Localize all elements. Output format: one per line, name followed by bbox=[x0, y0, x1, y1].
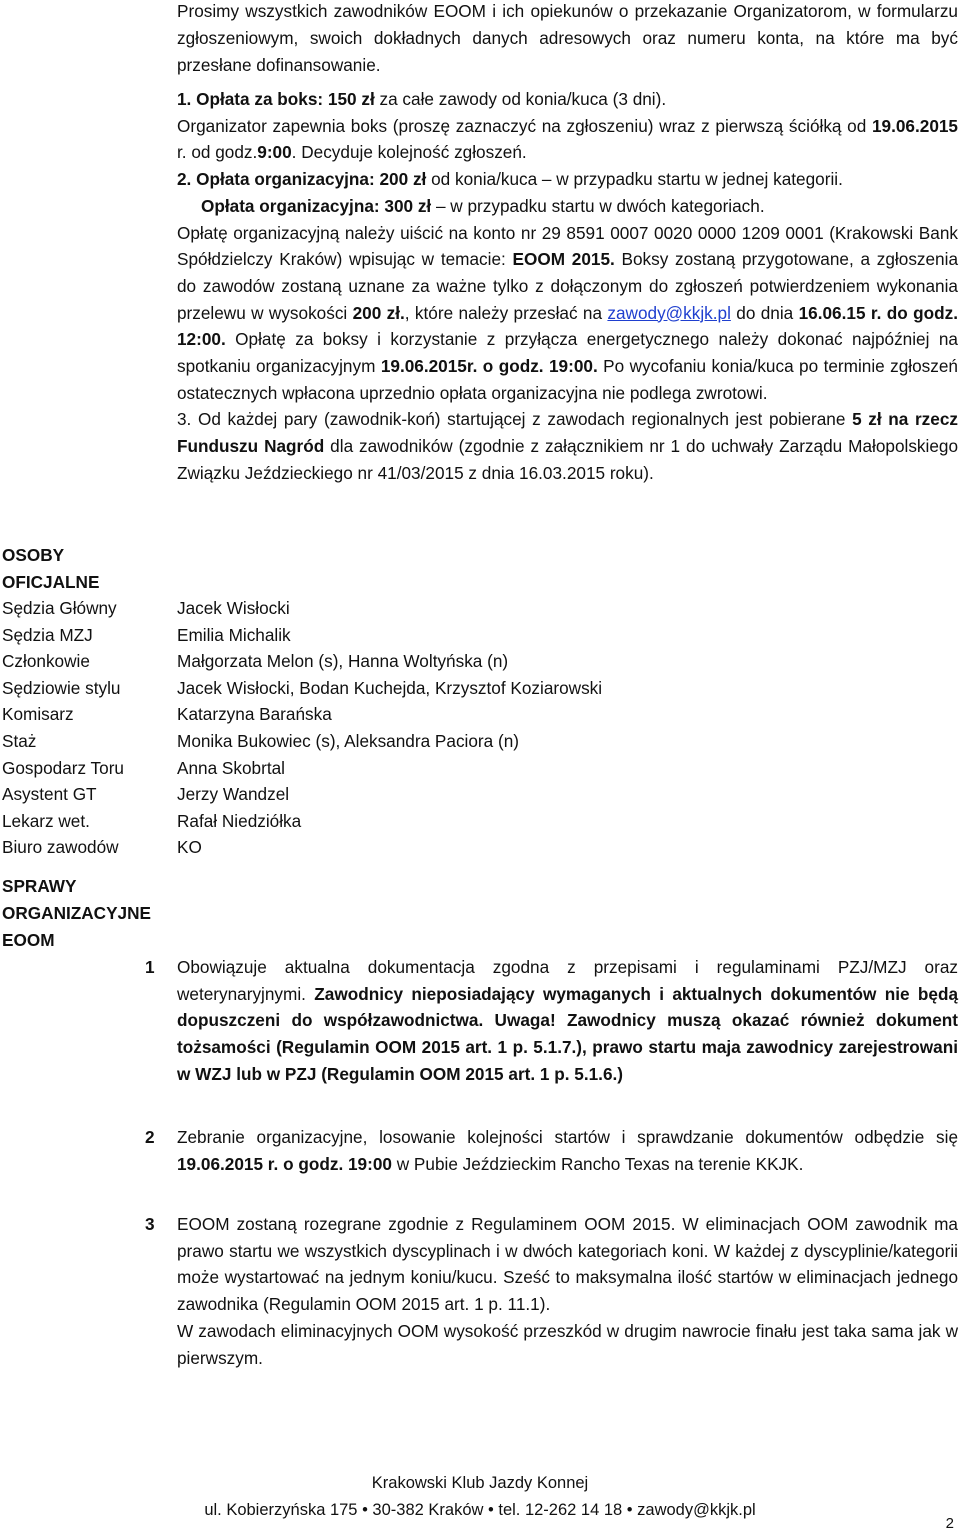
official-role: Asystent GT bbox=[2, 784, 97, 805]
fees-section bbox=[177, 86, 958, 487]
official-name: Małgorzata Melon (s), Hanna Woltyńska (n) bbox=[177, 651, 509, 672]
org-item-number: 2 bbox=[145, 1127, 155, 1147]
official-name: Anna Skobrtal bbox=[177, 757, 285, 778]
official-row bbox=[0, 648, 960, 675]
official-row bbox=[0, 728, 960, 755]
footer-address: ul. Kobierzyńska 175 • 30-382 Kraków • tel. 12-262 14 18 • zawody@kkjk.pl bbox=[204, 1501, 756, 1519]
official-row bbox=[0, 622, 960, 649]
official-name: Jerzy Wandzel bbox=[177, 784, 290, 805]
official-name: Jacek Wisłocki bbox=[177, 598, 290, 618]
official-name: Emilia Michalik bbox=[177, 624, 291, 645]
official-row bbox=[0, 595, 960, 622]
official-name: Monika Bukowiec (s), Aleksandra Paciora (n) bbox=[177, 731, 519, 751]
official-row bbox=[0, 808, 960, 835]
official-role: Komisarz bbox=[2, 704, 74, 725]
org-item-number: 1 bbox=[145, 957, 155, 977]
official-role: Członkowie bbox=[2, 651, 90, 672]
fee-box-details: Organizator zapewnia boks (proszę zaznaczyć na zgłoszeniu) wraz z pierwszą ściółką od 19.06.2015 r. od godz.9:00. Decyduje kolejność zgłoszeń. bbox=[177, 115, 958, 163]
official-row bbox=[0, 755, 960, 782]
official-role: Gospodarz Toru bbox=[2, 757, 124, 778]
official-role: Lekarz wet. bbox=[2, 810, 90, 831]
org-heading: SPRAWY ORGANIZACYJNE EOOM bbox=[2, 876, 151, 950]
official-row bbox=[0, 834, 960, 861]
officials-heading: OSOBY OFICJALNE bbox=[2, 545, 100, 592]
official-role: Sędzia MZJ bbox=[2, 624, 93, 645]
org-item-meeting: Zebranie organizacyjne, losowanie kolejności startów i sprawdzanie dokumentów odbędzie się 19.06.2015 r. o godz. 19:00 w Pubie Jeździeckim Rancho Texas na terenie KKJK. bbox=[177, 1127, 958, 1174]
fee-payment-details: Opłatę organizacyjną należy uiścić na konto nr 29 8591 0007 0020 0000 1209 0001 (Krakowski Bank Spółdzielczy Kraków) wpisując w temacie: EOOM 2015. Boksy zostaną przygotowane, a zgłoszenia do zawodów zostaną uznane za ważne tylko z dołączonym do zgłoszeń potwierdzeniem wykonania przelewu w wysokości 200 zł., które należy przesłać na zawody@kkjk.pl do dnia 16.06.15 r. do godz. 12:00. Opłatę za boksy i korzystanie z przyłącza energetycznego należy dokonać najpóźniej na spotkaniu organizacyjnym 19.06.2015r. o godz. 19:00. Po wycofaniu konia/kuca po terminie zgłoszeń ostatecznych wpłacona uprzednio opłata organizacyjna nie podlega zwrotowi. bbox=[177, 222, 958, 403]
official-name: Jacek Wisłocki, Bodan Kuchejda, Krzysztof Koziarowski bbox=[177, 677, 603, 698]
org-item-number: 3 bbox=[145, 1214, 155, 1234]
official-row bbox=[0, 675, 960, 702]
official-row bbox=[0, 701, 960, 728]
official-row bbox=[0, 781, 960, 808]
fee-box-line: 1. Opłata za boks: 150 zł za całe zawody od konia/kuca (3 dni). bbox=[177, 89, 667, 109]
footer-club-name: Krakowski Klub Jazdy Konnej bbox=[371, 1474, 589, 1492]
fee-reward-fund: 3. Od każdej pary (zawodnik-koń) startującej z zawodach regionalnych jest pobierane 5 zł na rzecz Funduszu Nagród dla zawodników (zgodnie z załącznikiem nr 1 do uchwały Zarządu Małopolskiego Związku Jeździeckiego nr 41/03/2015 z dnia 16.03.2015 roku). bbox=[177, 409, 958, 483]
org-item-rules: EOOM zostaną rozegrane zgodnie z Regulaminem OOM 2015. W eliminacjach OOM zawodnik ma prawo startu we wszystkich dyscyplinach i w dwóch kategoriach koni. W każdej z dyscyplinie/kategorii może wystartować na jednym koniu/kucu. Sześć to maksymalna ilość startów w eliminacjach jednego zawodnika (Regulamin OOM 2015 art. 1 p. 11.1). W zawodach eliminacyjnych OOM wysokość przeszkód w drugim nawrocie finału jest taka sama jak w pierwszym. bbox=[177, 1214, 958, 1368]
official-role: Sędzia Główny bbox=[2, 598, 117, 618]
official-name: Katarzyna Barańska bbox=[177, 704, 332, 725]
org-item-documents: Obowiązuje aktualna dokumentacja zgodna z przepisami i regulaminami PZJ/MZJ oraz weterynaryjnymi. Zawodnicy nieposiadający wymaganych i aktualnych dokumentów nie będą dopuszczeni do współzawodnictwa. Uwaga! Zawodnicy muszą okazać również dokument tożsamości (Regulamin OOM 2015 art. 1 p. 5.1.7.), prawo startu maja zawodnicy zarejestrowani w WZJ lub w PZJ (Regulamin OOM 2015 art. 1 p. 5.1.6.) bbox=[177, 957, 958, 1084]
official-name: Rafał Niedziółka bbox=[177, 810, 302, 831]
official-role: Staż bbox=[2, 731, 37, 751]
official-role: Biuro zawodów bbox=[2, 837, 119, 858]
page-number: 2 bbox=[945, 1515, 954, 1532]
intro-paragraph: Prosimy wszystkich zawodników EOOM i ich opiekunów o przekazanie Organizatorom, w formularzu zgłoszeniowym, swoich dokładnych danych adresowych oraz numeru konta, na które ma być przesłane dofinansowanie. bbox=[177, 1, 958, 75]
fee-org-one-category: 2. Opłata organizacyjna: 200 zł od konia/kuca – w przypadku startu w jednej kategorii. bbox=[177, 169, 843, 190]
email-link[interactable]: zawody@kkjk.pl bbox=[607, 302, 731, 323]
official-name: KO bbox=[177, 837, 202, 858]
fee-org-two-categories: Opłata organizacyjna: 300 zł – w przypadku startu w dwóch kategoriach. bbox=[201, 195, 765, 216]
official-role: Sędziowie stylu bbox=[2, 677, 121, 698]
